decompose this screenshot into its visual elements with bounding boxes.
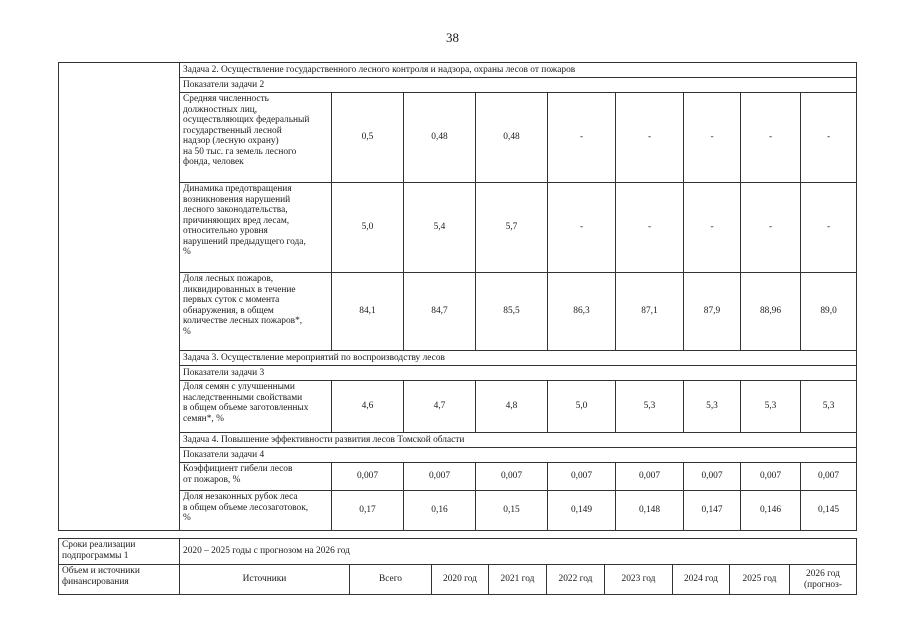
total-header: Всего — [350, 565, 432, 595]
value-cell: 0,007 — [684, 463, 741, 491]
value-cell: 0,48 — [476, 93, 548, 183]
value-cell: - — [684, 183, 741, 273]
task2-indicators-label: Показатели задачи 2 — [180, 78, 857, 93]
value-cell: 0,146 — [741, 491, 801, 531]
value-cell: 4,6 — [332, 381, 404, 433]
value-cell: 0,145 — [801, 491, 857, 531]
value-cell: - — [741, 183, 801, 273]
value-cell: 0,148 — [616, 491, 684, 531]
task3-title: Задача 3. Осуществление мероприятий по воспроизводству лесов — [180, 351, 857, 366]
value-cell: 84,1 — [332, 273, 404, 351]
value-cell: 0,17 — [332, 491, 404, 531]
finance-label: Объем и источники финансирования — [59, 565, 180, 595]
value-cell: 0,007 — [741, 463, 801, 491]
year-header: 2022 год — [547, 565, 605, 595]
value-cell: 5,0 — [332, 183, 404, 273]
value-cell: 5,3 — [684, 381, 741, 433]
value-cell: 0,007 — [404, 463, 476, 491]
value-cell: 87,9 — [684, 273, 741, 351]
value-cell: - — [548, 93, 616, 183]
left-label-cell — [59, 63, 180, 531]
value-cell: 5,3 — [741, 381, 801, 433]
value-cell: 0,149 — [548, 491, 616, 531]
value-cell: 5,7 — [476, 183, 548, 273]
year-header: 2024 год — [673, 565, 730, 595]
value-cell: 88,96 — [741, 273, 801, 351]
value-cell: 5,3 — [616, 381, 684, 433]
period-value: 2020 – 2025 годы с прогнозом на 2026 год — [180, 539, 857, 565]
value-cell: 0,007 — [332, 463, 404, 491]
indicator-label: Доля лесных пожаров, ликвидированных в течение первых суток с момента обнаружения, в общем количестве лесных пожаров*, % — [180, 273, 332, 351]
value-cell: 0,007 — [616, 463, 684, 491]
value-cell: - — [801, 183, 857, 273]
year-header: 2023 год — [605, 565, 673, 595]
value-cell: - — [616, 183, 684, 273]
value-cell: 0,5 — [332, 93, 404, 183]
value-cell: 84,7 — [404, 273, 476, 351]
year-header-forecast: 2026 год (прогноз- — [790, 565, 857, 595]
value-cell: 0,15 — [476, 491, 548, 531]
indicator-label: Средняя численность должностных лиц, осуществляющих федеральный государственный лесной надзор (лесную охрану) на 50 тыс. га земель лесного фонда, человек — [180, 93, 332, 183]
value-cell: 4,7 — [404, 381, 476, 433]
value-cell: 0,147 — [684, 491, 741, 531]
task4-indicators-label: Показатели задачи 4 — [180, 448, 857, 463]
indicator-label: Доля семян с улучшенными наследственными свойствами в общем объеме заготовленных семян*, % — [180, 381, 332, 433]
indicator-label: Доля незаконных рубок леса в общем объеме лесозаготовок, % — [180, 491, 332, 531]
year-header: 2021 год — [489, 565, 547, 595]
period-table — [58, 538, 857, 565]
finance-table — [58, 564, 857, 595]
indicator-label: Коэффициент гибели лесов от пожаров, % — [180, 463, 332, 491]
year-header: 2020 год — [432, 565, 489, 595]
sources-header: Источники — [180, 565, 350, 595]
value-cell: 5,0 — [548, 381, 616, 433]
indicator-label: Динамика предотвращения возникновения нарушений лесного законодательства, причиняющих вред лесам, относительно уровня нарушений предыдущего года, % — [180, 183, 332, 273]
value-cell: - — [684, 93, 741, 183]
value-cell: 89,0 — [801, 273, 857, 351]
value-cell: - — [801, 93, 857, 183]
period-label: Сроки реализации подпрограммы 1 — [59, 539, 180, 565]
value-cell: 5,3 — [801, 381, 857, 433]
indicators-table — [58, 62, 857, 531]
value-cell: - — [548, 183, 616, 273]
value-cell: 0,007 — [801, 463, 857, 491]
value-cell: 4,8 — [476, 381, 548, 433]
page-number: 38 — [446, 30, 459, 45]
value-cell: 87,1 — [616, 273, 684, 351]
year-header: 2025 год — [730, 565, 790, 595]
value-cell: 85,5 — [476, 273, 548, 351]
value-cell: 0,007 — [548, 463, 616, 491]
value-cell: - — [616, 93, 684, 183]
value-cell: - — [741, 93, 801, 183]
task2-title: Задача 2. Осуществление государственного лесного контроля и надзора, охраны лесов от пожаров — [180, 63, 857, 78]
value-cell: 5,4 — [404, 183, 476, 273]
value-cell: 0,007 — [476, 463, 548, 491]
value-cell: 0,48 — [404, 93, 476, 183]
task4-title: Задача 4. Повышение эффективности развития лесов Томской области — [180, 433, 857, 448]
value-cell: 0,16 — [404, 491, 476, 531]
value-cell: 86,3 — [548, 273, 616, 351]
task3-indicators-label: Показатели задачи 3 — [180, 366, 857, 381]
